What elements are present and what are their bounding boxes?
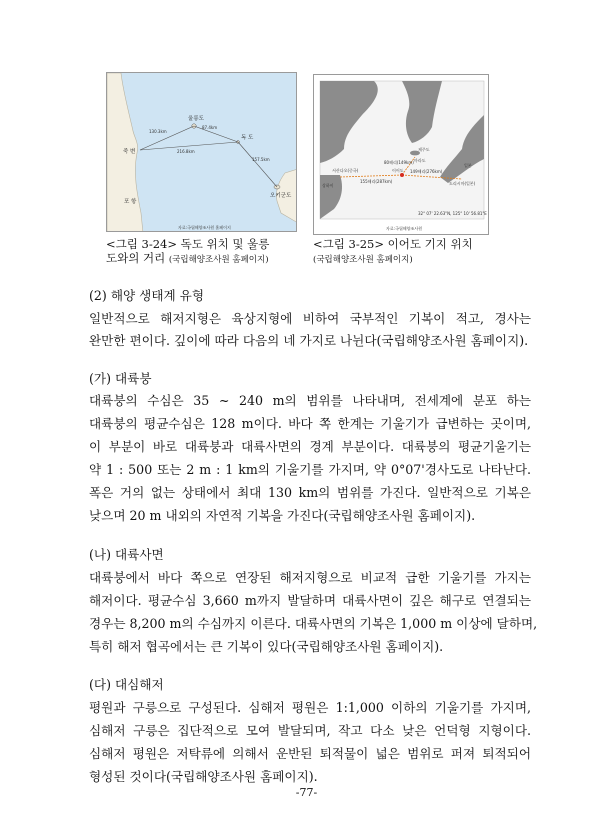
na-line-1: 대륙붕에서 바다 쪽으로 연장된 해저지형으로 비교적 급한 기울기를 가지는 bbox=[89, 570, 531, 585]
da-line-1: 평원과 구릉으로 구성된다. 심해저 평원은 1:1,000 이하의 기울기를 가지며, bbox=[89, 700, 531, 715]
figure2-source-line bbox=[313, 252, 413, 267]
label-mara: 마라도 bbox=[414, 158, 426, 163]
na-heading: (나) 대륙사면 bbox=[89, 547, 164, 562]
label-ulleungdo: 울릉도 bbox=[188, 116, 204, 122]
label-jukbyeon: 죽 변 bbox=[123, 149, 136, 155]
ga-line-3: 이 부분이 바로 대륙붕과 대륙사면의 경계 부분이다. 대륙붕의 평균기울기는 bbox=[89, 439, 531, 454]
label-torishima: 도리시마(일본) bbox=[449, 181, 476, 186]
label-sheshan: 서산다오(중국) bbox=[332, 168, 359, 173]
ga-heading: (가) 대륙붕 bbox=[89, 371, 152, 386]
ieodo-location-map bbox=[313, 74, 489, 235]
label-dist-149: 149해리(276km) bbox=[410, 169, 443, 174]
label-dist-80: 80해리(149km) bbox=[384, 160, 414, 165]
label-shanghai: 상하이 bbox=[322, 183, 334, 188]
na-line-4: 특히 해저 협곡에서는 큰 기복이 있다(국립해양조사원 홈페이지). bbox=[89, 639, 444, 654]
da-line-2: 심해저 구릉은 집단적으로 모여 발달되며, 작고 다소 낮은 언덕형 지형이다. bbox=[89, 723, 531, 738]
dokdo-map-graphic bbox=[107, 73, 297, 232]
figure1-caption-line1: <그림 3-24> 독도 위치 및 울릉 bbox=[106, 237, 270, 251]
na-line-2: 해저이다. 평균수심 3,660 m까지 발달하며 대륙사면이 깊은 해구로 연결되는 bbox=[89, 593, 531, 608]
figure1-credit: 자료:국립해양조사원 홈페이지 bbox=[178, 225, 231, 230]
label-distance-157: 157.5km bbox=[252, 157, 270, 162]
label-pohang: 포 항 bbox=[124, 199, 137, 205]
section2-heading: (2) 해양 생태계 유형 bbox=[89, 288, 205, 303]
label-dist-155: 155해리(287km) bbox=[360, 179, 393, 184]
na-line-3: 경우는 8,200 m의 수심까지 이른다. 대륙사면의 기복은 1,000 m 이상에 달하며, bbox=[89, 616, 538, 631]
da-line-4: 형성된 것이다(국립해양조사원 홈페이지). bbox=[89, 769, 318, 784]
label-distance-87: 87.4km bbox=[202, 125, 218, 130]
figure2-credit: 자료:국립해양조사원 bbox=[386, 226, 423, 231]
section2-line-2: 완만한 편이다. 깊이에 따라 다음의 네 가지로 나뉜다(국립해양조사원 홈페이지). bbox=[89, 333, 529, 348]
label-distance-216: 216.8km bbox=[177, 149, 195, 154]
label-oki: 오키군도 bbox=[270, 193, 292, 199]
ga-line-5: 폭은 거의 없는 상태에서 최대 130 km의 범위를 가진다. 일반적으로 기복은 bbox=[89, 485, 531, 500]
label-coordinates: 32° 07' 22.63"N, 125° 10' 56.81"E bbox=[418, 211, 487, 216]
da-heading: (다) 대심해저 bbox=[89, 677, 164, 692]
ieodo-map-graphic bbox=[314, 75, 489, 235]
ga-line-6: 낮으며 20 m 내외의 자연적 기복을 가진다(국립해양조사원 홈페이지). bbox=[89, 508, 476, 523]
dokdo-location-map bbox=[106, 72, 297, 232]
label-japan: 일본 bbox=[464, 163, 472, 168]
label-ieodo: 이어도 bbox=[392, 168, 404, 173]
figure2-source: (국립해양조사원 홈페이지) bbox=[313, 255, 413, 265]
ga-line-1: 대륙붕의 수심은 35 ~ 240 m의 범위를 나타내며, 전세계에 분포 하는 bbox=[89, 393, 531, 408]
ga-line-4: 약 1 : 500 또는 2 m : 1 km의 기울기를 가지며, 약 0°07'경사도로 나타난다. bbox=[89, 462, 531, 477]
figure1-caption-line2 bbox=[106, 252, 269, 267]
label-dokdo: 독 도 bbox=[241, 135, 254, 141]
section2-line-1: 일반적으로 해저지형은 육상지형에 비하여 국부적인 기복이 적고, 경사는 bbox=[89, 311, 531, 326]
page-number: -77- bbox=[295, 786, 318, 799]
figure1-source: (국립해양조사원 홈페이지) bbox=[168, 255, 269, 265]
figure2-caption-line1: <그림 3-25> 이어도 기지 위치 bbox=[313, 237, 473, 251]
label-jejudo: 제주도 bbox=[418, 147, 430, 152]
label-distance-130: 130.3km bbox=[149, 129, 167, 134]
da-line-3: 심해저 평원은 저탁류에 의해서 운반된 퇴적물이 넓은 범위로 퍼져 퇴적되어 bbox=[89, 746, 531, 761]
ga-line-2: 대륙붕의 평균수심은 128 m이다. 바다 쪽 한계는 기울기가 급변하는 곳이며, bbox=[89, 416, 531, 431]
ieodo-base-marker bbox=[400, 173, 404, 177]
figure1-caption-title: 도와의 거리 bbox=[106, 251, 166, 265]
